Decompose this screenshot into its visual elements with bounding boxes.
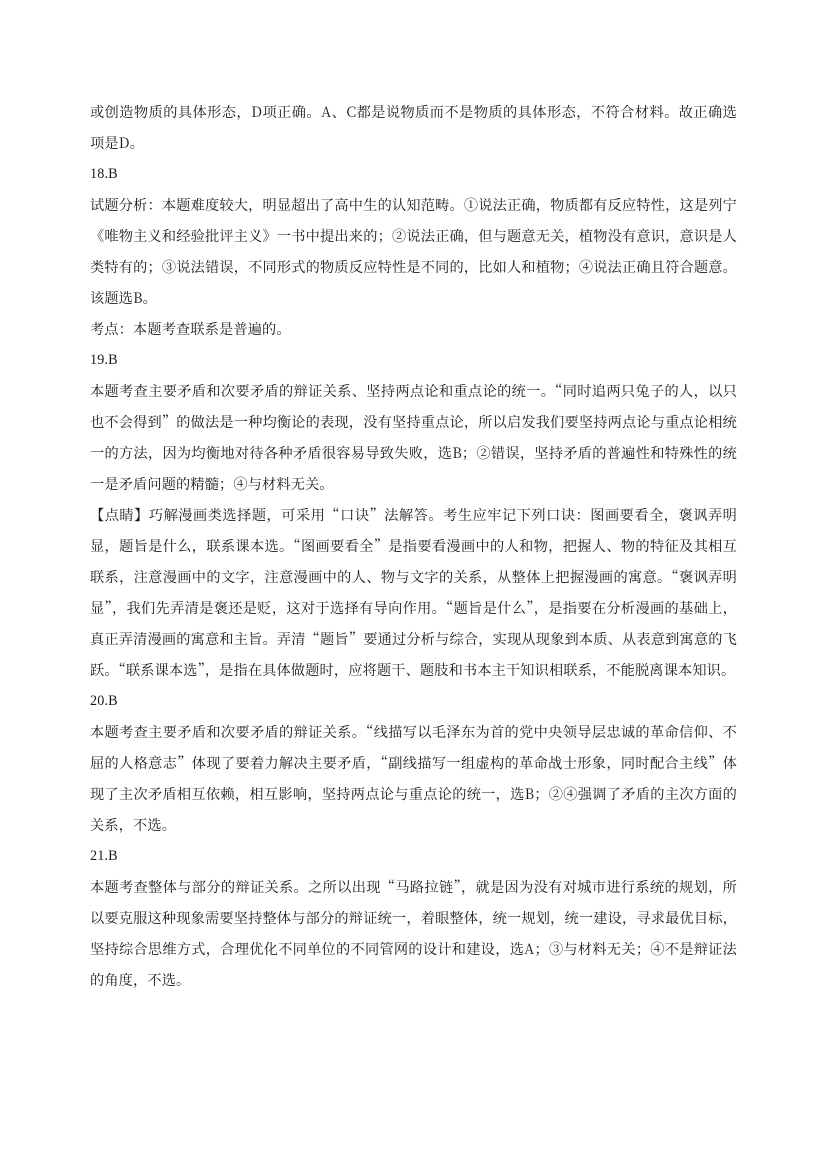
paragraph-answer-19-analysis: 本题考查主要矛盾和次要矛盾的辩证关系、坚持两点论和重点论的统一。“同时追两只兔子的人，以只也不会得到”的做法是一种均衡论的表现，没有坚持重点论，所以启发我们要坚持两点论与重点论相统一的方法，因为均衡地对待各种矛盾很容易导致失败，选B；②错误，坚持矛盾的普遍性和特殊性的统一是矛盾问题的精髓；④与材料无关。: [90, 381, 737, 494]
answer-20-heading: 20.B: [90, 693, 118, 709]
paragraph-answer-18-analysis: 试题分析：本题难度较大，明显超出了高中生的认知范畴。①说法正确，物质都有反应特性，这是列宁《唯物主义和经验批评主义》一书中提出来的；②说法正确，但与题意无关，植物没有意识，意识是人类特有的；③说法错误，不同形式的物质反应特性是不同的，比如人和植物；④说法正确且符合题意。该题选B。: [90, 195, 737, 308]
document-body: [90, 97, 737, 996]
paragraph-answer-17-continued: 或创造物质的具体形态，D项正确。A、C都是说物质而不是物质的具体形态，不符合材料。故正确选项是D。: [90, 102, 737, 153]
paragraph-answer-18-topic: 考点：本题考查联系是普遍的。: [90, 319, 291, 339]
paragraph-answer-20-analysis: 本题考查主要矛盾和次要矛盾的辩证关系。“线描写以毛泽东为首的党中央领导层忠诚的革命信仰、不屈的人格意志”体现了要着力解决主要矛盾，“副线描写一组虚构的革命战士形象，同时配合主线”体现了主次矛盾相互依赖，相互影响，坚持两点论与重点论的统一，选B；②④强调了矛盾的主次方面的关系，不选。: [90, 722, 737, 835]
paragraph-answer-19-tip: 【点睛】巧解漫画类选择题，可采用“口诀”法解答。考生应牢记下列口诀：图画要看全，褒讽弄明显，题旨是什么，联系课本选。“图画要看全”是指要看漫画中的人和物，把握人、物的特征及其相互联系，注意漫画中的文字，注意漫画中的人、物与文字的关系，从整体上把握漫画的寓意。“褒讽弄明显”，我们先弄清是褒还是贬，这对于选择有导向作用。“题旨是什么”，是指要在分析漫画的基础上，真正弄清漫画的寓意和主旨。弄清“题旨”要通过分析与综合，实现从现象到本质、从表意到寓意的飞跃。“联系课本选”，是指在具体做题时，应将题干、题肢和书本主干知识相联系，不能脱离课本知识。: [90, 505, 737, 680]
paragraph-answer-21-analysis: 本题考查整体与部分的辩证关系。之所以出现“马路拉链”，就是因为没有对城市进行系统的规划，所以要克服这种现象需要坚持整体与部分的辩证统一，着眼整体，统一规划，统一建设，寻求最优目标，坚持综合思维方式，合理优化不同单位的不同管网的设计和建设，选A；③与材料无关；④不是辩证法的角度，不选。: [90, 877, 737, 990]
answer-18-heading: 18.B: [90, 166, 118, 182]
answer-21-heading: 21.B: [90, 848, 118, 864]
answer-19-heading: 19.B: [90, 352, 118, 368]
